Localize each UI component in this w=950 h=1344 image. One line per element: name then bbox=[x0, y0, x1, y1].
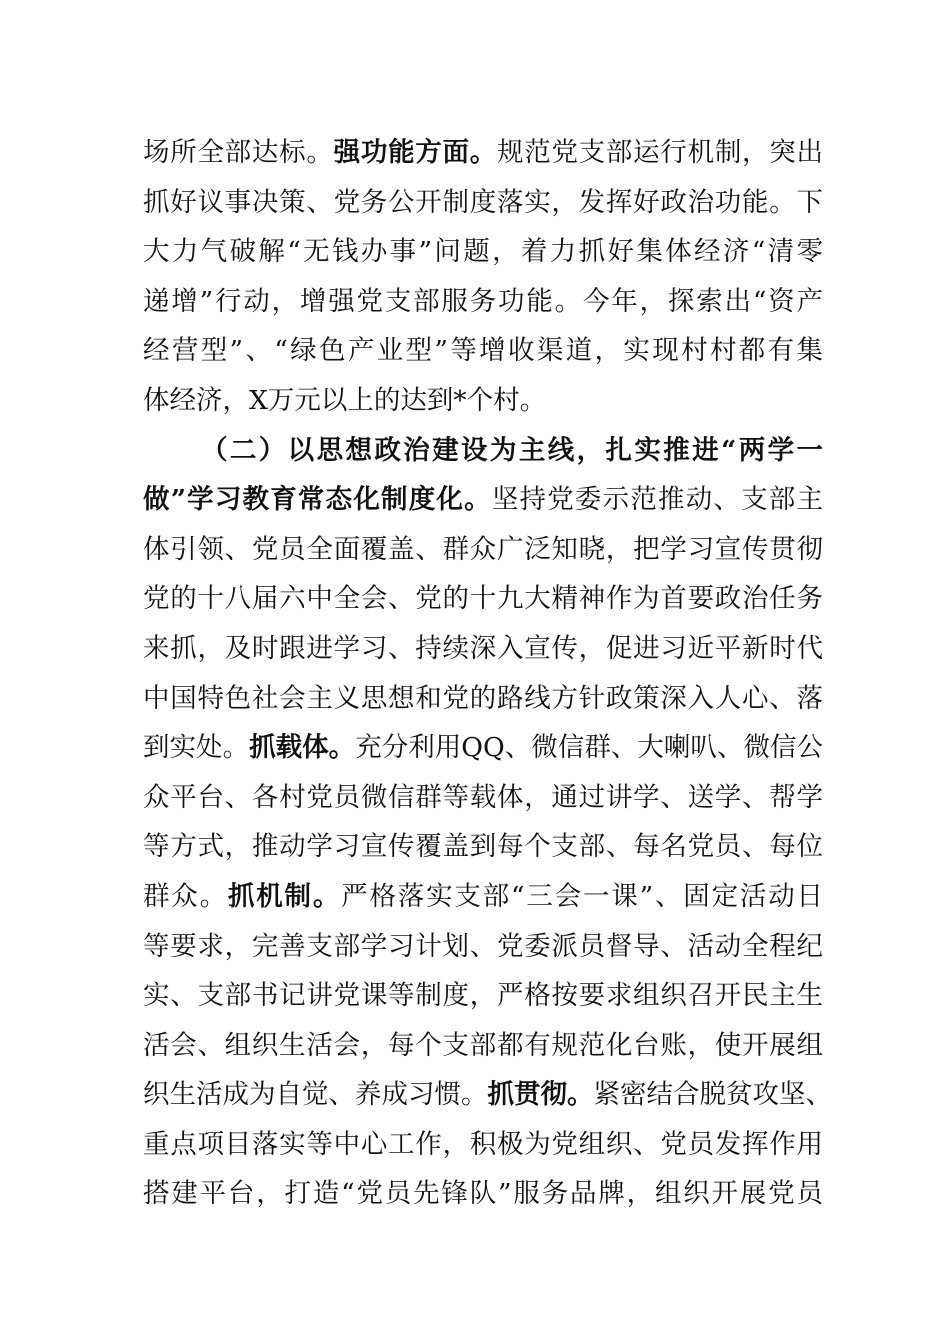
text-line bbox=[143, 376, 823, 426]
text-run: 充分利用QQ、微信群、大喇叭、微信公 bbox=[355, 732, 824, 764]
text-run: 搭建平台，打造“党员先锋队”服务品牌，组织开展党员 bbox=[143, 1178, 823, 1210]
text-line bbox=[143, 128, 823, 178]
text-line bbox=[143, 475, 823, 525]
bold-text-run: 做”学习教育常态化制度化。 bbox=[143, 484, 492, 516]
text-line bbox=[143, 822, 823, 872]
text-line bbox=[143, 277, 823, 327]
text-run: 织生活成为自觉、养成习惯。 bbox=[143, 1079, 488, 1111]
text-run: 体引领、党员全面覆盖、群众广泛知晓，把学习宣传贯彻 bbox=[143, 533, 823, 565]
text-line bbox=[143, 1120, 823, 1170]
text-line bbox=[143, 1070, 832, 1120]
text-run: 群众。 bbox=[143, 880, 228, 912]
text-run: 规范党支部运行机制，突出 bbox=[496, 137, 824, 168]
text-run: 紧密结合脱贫攻坚、 bbox=[593, 1079, 832, 1111]
bold-text-run: 抓贯彻。 bbox=[487, 1079, 594, 1111]
text-run: 活会、组织生活会，每个支部都有规范化台账，使开展组 bbox=[143, 1029, 823, 1061]
text-run: 等要求，完善支部学习计划、党委派员督导、活动全程纪 bbox=[143, 930, 823, 962]
text-run: 递增”行动，增强党支部服务功能。今年，探索出“资产 bbox=[143, 285, 823, 317]
text-line bbox=[143, 922, 823, 972]
document-body-text bbox=[143, 128, 832, 1219]
text-run: 到实处。 bbox=[143, 732, 250, 764]
text-run: 实、支部书记讲党课等制度，严格按要求组织召开民主生 bbox=[143, 980, 823, 1012]
text-run: 严格落实支部“三会一课”、固定活动日 bbox=[341, 880, 824, 912]
text-run: 坚持党委示范推动、支部主 bbox=[491, 484, 824, 516]
text-run: 场所全部达标。 bbox=[143, 137, 334, 168]
text-run: 重点项目落实等中心工作，积极为党组织、党员发挥作用 bbox=[143, 1128, 823, 1160]
text-line bbox=[143, 674, 823, 724]
text-run: 经营型”、“绿色产业型”等增收渠道，实现村村都有集 bbox=[143, 335, 823, 367]
bold-text-run: 抓机制。 bbox=[227, 880, 342, 912]
text-run: 大力气破解“无钱办事”问题，着力抓好集体经济“清零 bbox=[143, 236, 823, 268]
text-line bbox=[143, 525, 823, 575]
text-line bbox=[143, 624, 823, 674]
text-line bbox=[143, 773, 823, 823]
text-line bbox=[143, 326, 823, 376]
text-line bbox=[143, 178, 823, 228]
text-run: 抓好议事决策、党务公开制度落实，发挥好政治功能。下 bbox=[143, 186, 823, 218]
text-line bbox=[143, 574, 823, 624]
text-line bbox=[143, 426, 823, 476]
text-line bbox=[143, 872, 823, 922]
text-run: 来抓，及时跟进学习、持续深入宣传，促进习近平新时代 bbox=[143, 632, 823, 664]
text-line bbox=[143, 971, 823, 1021]
text-line bbox=[143, 723, 823, 773]
bold-text-run: 强功能方面。 bbox=[333, 137, 497, 168]
text-run: 中国特色社会主义思想和党的路线方针政策深入人心、落 bbox=[143, 682, 823, 714]
text-run: 党的十八届六中全会、党的十九大精神作为首要政治任务 bbox=[143, 583, 823, 615]
text-line bbox=[143, 1021, 823, 1071]
bold-text-run: 抓载体。 bbox=[249, 732, 356, 764]
text-run: 众平台、各村党员微信群等载体，通过讲学、送学、帮学 bbox=[143, 781, 823, 813]
text-run: 等方式，推动学习宣传覆盖到每个支部、每名党员、每位 bbox=[143, 831, 823, 863]
text-line bbox=[143, 1169, 823, 1219]
bold-text-run: （二）以思想政治建设为主线，扎实推进“两学一 bbox=[201, 434, 823, 466]
text-line bbox=[143, 227, 823, 277]
text-run: 体经济，X万元以上的达到*个村。 bbox=[143, 384, 547, 416]
